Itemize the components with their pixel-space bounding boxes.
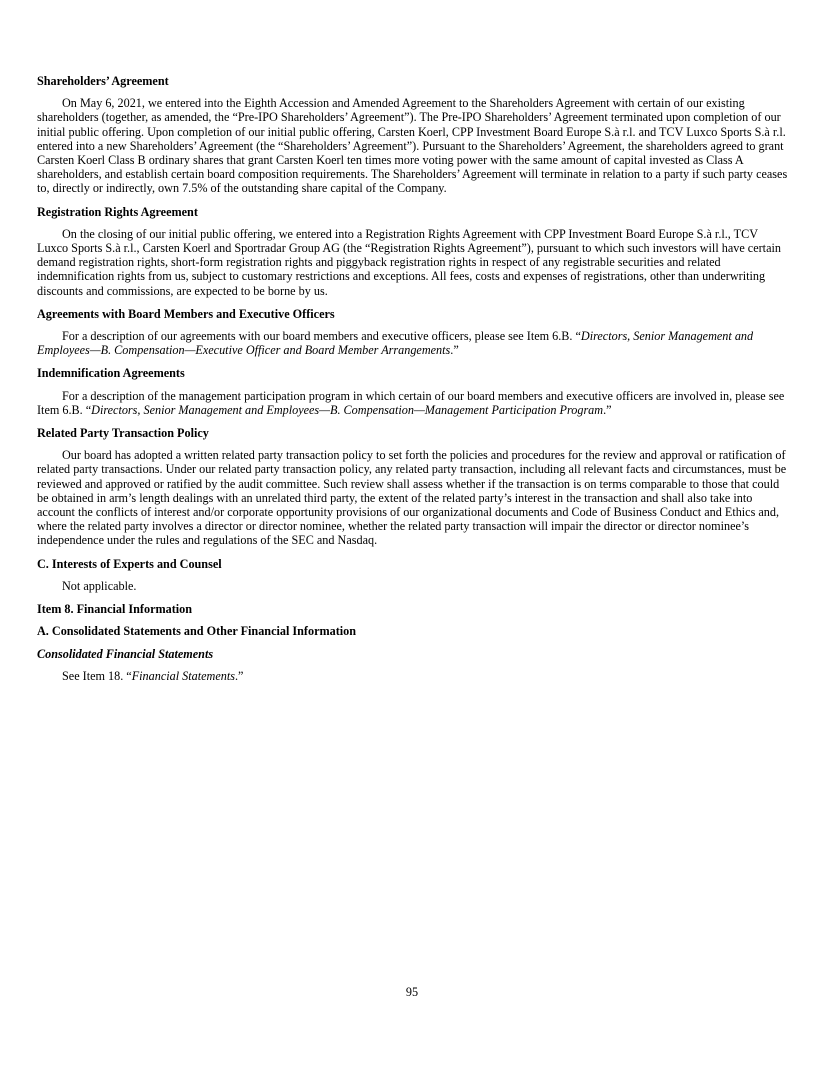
paragraph-shareholders-agreement: On May 6, 2021, we entered into the Eighth Accession and Amended Agreement to the Shareholders Agreement with certain of our existing shareholders (together, as amended, the “Pre-IPO Shareholders’ Agreement”). The Pre-IPO Shareholders’ Agreement terminated upon completion of our initial public offering. Upon completion of our initial public offering, Carsten Koerl, CPP Investment Board Europe S.à r.l. and TCV Luxco Sports S.à r.l. entered into a new Shareholders’ Agreement (the “Shareholders’ Agreement”). Pursuant to the Shareholders’ Agreement, the shareholders agreed to grant Carsten Koerl Class B ordinary shares that grant Carsten Koerl ten times more voting power with the same amount of capital invested as Class A shareholders, and establish certain board composition requirements. The Shareholders’ Agreement will terminate in relation to a party if such party ceases to, directly or indirectly, own 7.5% of the outstanding share capital of the Company. <box>37 96 788 196</box>
heading-experts: C. Interests of Experts and Counsel <box>37 556 222 571</box>
section-related-party <box>37 426 789 548</box>
text-cfs-before: See Item 18. “ <box>62 668 132 683</box>
text-board-after: .” <box>450 343 459 358</box>
text-cfs-after: .” <box>234 668 244 683</box>
text-board-before: For a description of our agreements with our board members and executive officers, please see Item 6.B. “ <box>62 329 581 344</box>
text-indemnification-italic: Directors, Senior Management and Employees—B. Compensation—Management Participation Program <box>91 402 604 417</box>
heading-related-party: Related Party Transaction Policy <box>37 426 209 441</box>
text-board-italic: Directors, Senior Management and Employees—B. Compensation—Executive Officer and Board Member Arrangements <box>37 329 754 358</box>
text-cfs-italic: Financial Statements <box>131 668 235 683</box>
paragraph-related-party: Our board has adopted a written related party transaction policy to set forth the policies and procedures for the review and approval or ratification of related party transactions. Under our related party transaction policy, any related party transaction, including all relevant facts and circumstances, must be reviewed and approved or ratified by the audit committee. Such review shall assess whether if the transaction is on terms comparable to those that could be obtained in arm’s length dealings with an unrelated third party, the extent of the related party’s interest in the transaction and shall also take into account the conflicts of interest and/or corporate opportunity provisions of our organizational documents and Code of Business Conduct and Ethics and, where the related party involves a director or director nominee, whether the related party transaction will impair the director or director nominee’s independence under the rules and regulations of the SEC and Nasdaq. <box>37 448 787 548</box>
section-registration-rights <box>37 205 789 298</box>
page-number: 95 <box>405 985 419 999</box>
section-shareholders-agreement <box>37 74 789 196</box>
section-item8 <box>37 602 789 616</box>
heading-shareholders-agreement: Shareholders’ Agreement <box>37 74 169 88</box>
paragraph-indemnification <box>37 389 789 417</box>
heading-consolidated-statements: A. Consolidated Statements and Other Financial Information <box>37 624 357 639</box>
section-experts <box>37 557 789 593</box>
section-consolidated-statements <box>37 624 789 638</box>
paragraph-experts: Not applicable. <box>62 578 137 593</box>
heading-indemnification: Indemnification Agreements <box>37 366 185 381</box>
section-indemnification <box>37 366 789 417</box>
text-indemnification-before: For a description of the management participation program in which certain of our board members and executive officers are involved in, please see Item 6.B. “ <box>37 388 785 417</box>
paragraph-registration-rights: On the closing of our initial public offering, we entered into a Registration Rights Agreement with CPP Investment Board Europe S.à r.l., TCV Luxco Sports S.à r.l., Carsten Koerl and Sportradar Group AG (the “Registration Rights Agreement”), pursuant to which such investors will have certain demand registration rights, short-form registration rights and piggyback registration rights in respect of any registrable securities and related indemnification rights from us, subject to customary restrictions and exceptions. All fees, costs and expenses of registrations, other than underwriting discounts and commissions, are expected to be borne by us. <box>37 226 781 298</box>
paragraph-consolidated-financial-statements <box>37 669 789 683</box>
heading-board-agreements: Agreements with Board Members and Executive Officers <box>37 306 335 321</box>
paragraph-board-agreements <box>37 329 789 357</box>
heading-item8: Item 8. Financial Information <box>37 602 193 617</box>
heading-registration-rights: Registration Rights Agreement <box>37 204 198 219</box>
heading-consolidated-financial-statements: Consolidated Financial Statements <box>37 646 214 661</box>
section-consolidated-financial-statements <box>37 647 789 683</box>
document-page <box>37 74 789 692</box>
section-board-agreements <box>37 307 789 358</box>
text-indemnification-after: .” <box>603 402 612 417</box>
